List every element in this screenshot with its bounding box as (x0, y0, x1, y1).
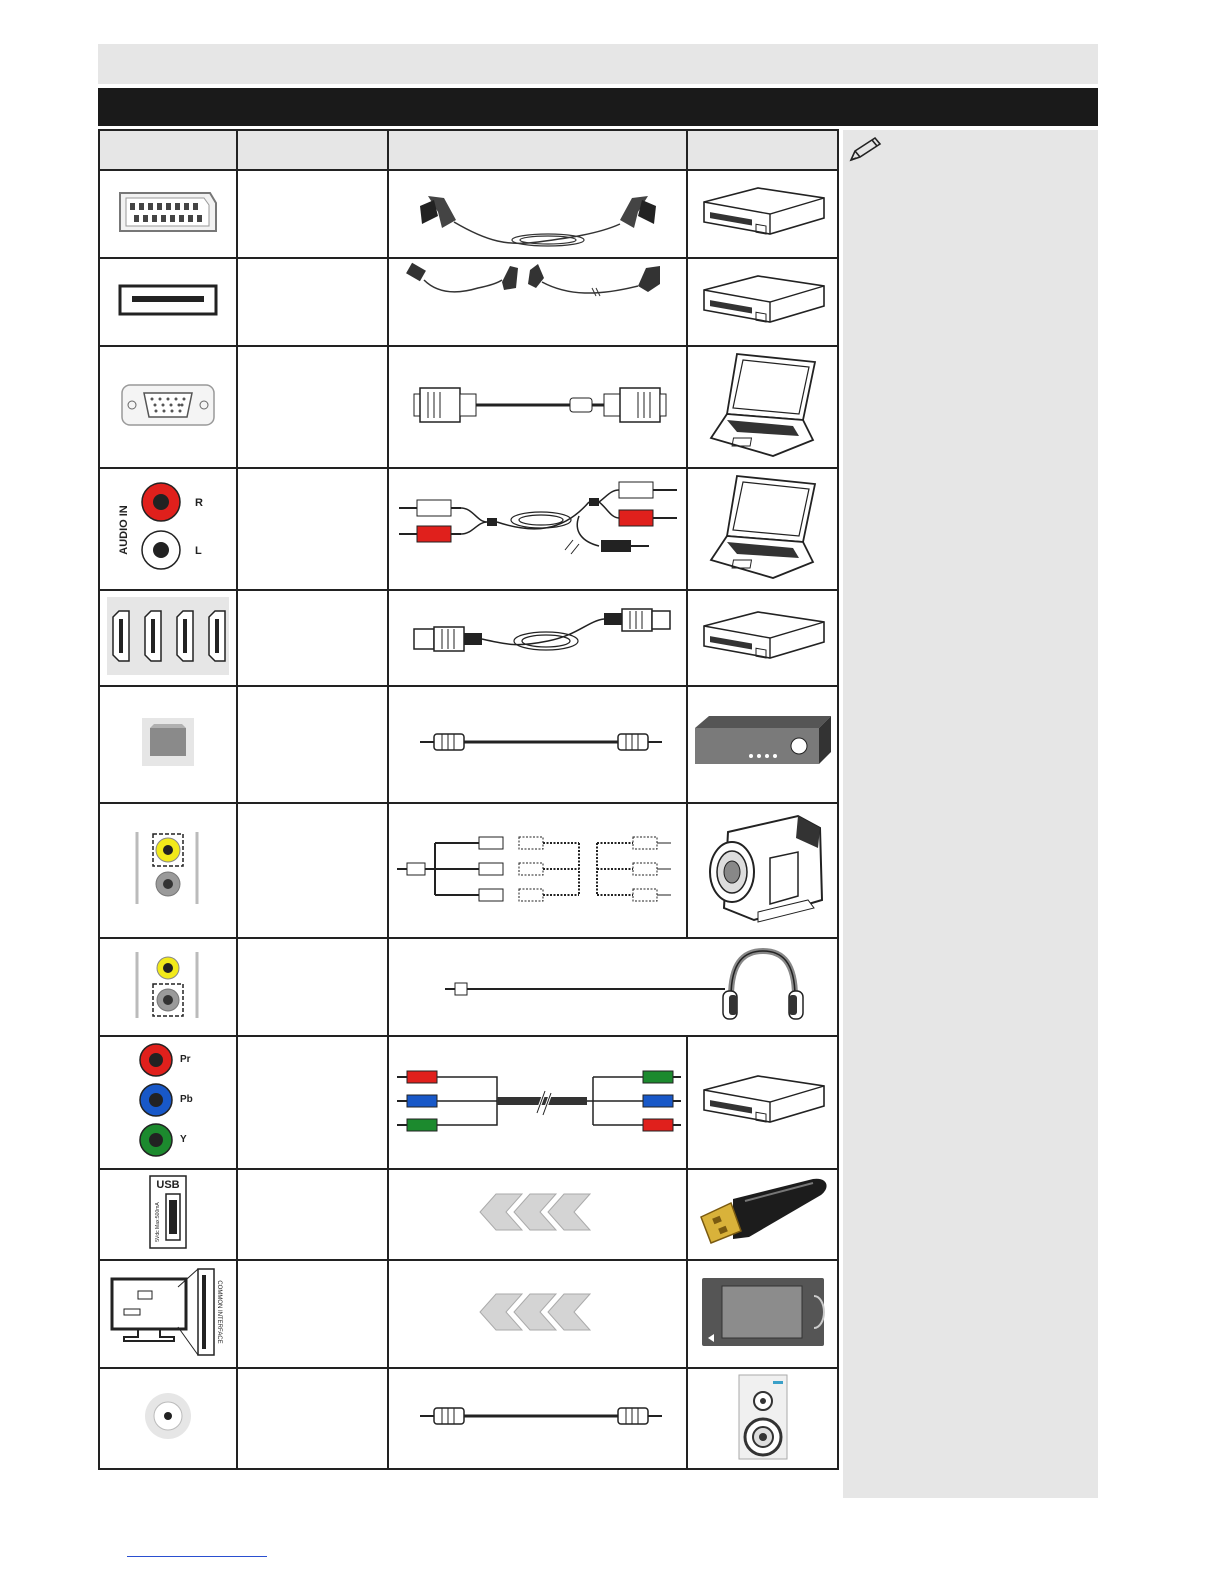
table-row (99, 468, 838, 590)
audio-in-cable-cell (388, 468, 687, 590)
table-header-row (99, 130, 838, 170)
table-row (99, 258, 838, 346)
hdmi-adapter-port-cell (99, 258, 237, 346)
table-row (99, 1169, 838, 1260)
usb-device-cell (687, 1169, 838, 1260)
subwoofer-device-cell (687, 1368, 838, 1469)
usb-stick-icon (695, 1177, 831, 1247)
laptop-icon (703, 350, 823, 460)
table-row (99, 938, 838, 1036)
usb-arrows-cell (388, 1169, 687, 1260)
subwoofer-icon (733, 1371, 793, 1461)
ci-arrows-cell (388, 1260, 687, 1368)
scart-cable-cell (388, 170, 687, 258)
side-av-port-icon (133, 828, 203, 908)
table-row (99, 1260, 838, 1368)
hdmi-cable-cell (388, 590, 687, 686)
connections-table (98, 129, 839, 1470)
spdif-port-cell (99, 686, 237, 803)
headphone-port-cell (99, 938, 237, 1036)
table-row (99, 803, 838, 938)
side-av-device-cell (687, 803, 838, 938)
usb-port-cell (99, 1169, 237, 1260)
note-pencil-icon (847, 134, 883, 164)
usb-port-icon (148, 1174, 188, 1250)
dvd-recorder-icon (698, 1070, 828, 1130)
spdif-device-cell (687, 686, 838, 803)
dvd-recorder-icon (698, 270, 828, 330)
ci-device-cell (687, 1260, 838, 1368)
amplifier-icon (693, 712, 833, 772)
ci-slot-icon (108, 1265, 228, 1359)
side-av-connector-label (237, 803, 388, 938)
column-header-type (237, 130, 388, 170)
side-av-port-cell (99, 803, 237, 938)
component-cable-icon (393, 1065, 683, 1135)
vga-device-cell (687, 346, 838, 468)
column-header-device (687, 130, 838, 170)
column-header-connector (99, 130, 237, 170)
headphone-cable-cell (388, 938, 838, 1036)
hdmi-adapter-connector-label (237, 258, 388, 346)
ci-port-cell (99, 1260, 237, 1368)
hdmi-ports-icon (107, 597, 229, 675)
spdif-cable-cell (388, 686, 687, 803)
audio-in-left-label: L (195, 544, 202, 557)
section-title-bar (98, 88, 1098, 126)
hdmi-to-scart-cable-icon (398, 260, 678, 340)
camcorder-icon (698, 808, 828, 928)
subwoofer-connector-label (237, 1368, 388, 1469)
scart-cable-icon (398, 172, 678, 252)
table-row (99, 1368, 838, 1469)
dvd-recorder-icon (698, 182, 828, 242)
usb-rating-label: 5Vdc Max:500mA (155, 1202, 161, 1242)
usb-label: USB (156, 1179, 180, 1191)
spdif-connector-label (237, 686, 388, 803)
headphone-port-icon (133, 948, 203, 1022)
coax-cable-icon (398, 1396, 678, 1436)
spdif-port-icon (140, 716, 196, 768)
laptop-icon (703, 472, 823, 582)
audio-in-port-cell (99, 468, 237, 590)
column-header-cables (388, 130, 687, 170)
dvd-recorder-icon (698, 606, 828, 666)
subwoofer-port-cell (99, 1368, 237, 1469)
header-band (98, 44, 1098, 84)
note-panel (843, 130, 1098, 1498)
hdmi-cable-icon (398, 601, 678, 671)
usb-connector-label (237, 1169, 388, 1260)
audio-in-right-label: R (195, 496, 203, 509)
av-cable-icon (393, 833, 683, 903)
scart-device-cell (687, 170, 838, 258)
coax-cable-icon (398, 722, 678, 762)
ci-label: COMMON INTERFACE (216, 1279, 222, 1344)
table-row (99, 686, 838, 803)
headphone-cable-icon (393, 945, 833, 1025)
hdmi-device-cell (687, 590, 838, 686)
ypbpr-pb-label: Pb (180, 1094, 193, 1105)
ypbpr-device-cell (687, 1036, 838, 1169)
ypbpr-port-icon (128, 1038, 208, 1162)
hdmi-connector-label (237, 590, 388, 686)
hdmi-port-cell (99, 590, 237, 686)
audio-in-title: AUDIO IN (118, 504, 130, 555)
vga-port-cell (99, 346, 237, 468)
vga-cable-cell (388, 346, 687, 468)
hdmi-adapter-device-cell (687, 258, 838, 346)
audio-in-connector-label (237, 468, 388, 590)
subwoofer-cable-cell (388, 1368, 687, 1469)
audio-rca-cable-icon (393, 472, 683, 582)
audio-in-port-icon (113, 472, 223, 582)
table-row (99, 170, 838, 258)
audio-in-device-cell (687, 468, 838, 590)
headphone-connector-label (237, 938, 388, 1036)
vga-port-icon (120, 381, 216, 429)
coax-port-icon (143, 1391, 193, 1441)
ci-connector-label (237, 1260, 388, 1368)
ypbpr-port-cell (99, 1036, 237, 1169)
cam-module-icon (700, 1276, 826, 1348)
scart-port-cell (99, 170, 237, 258)
side-av-cable-cell (388, 803, 687, 938)
hdmi-port-icon (116, 282, 220, 318)
table-row (99, 1036, 838, 1169)
vga-connector-label (237, 346, 388, 468)
insert-arrows-icon (478, 1292, 598, 1332)
vga-cable-icon (398, 370, 678, 440)
footer-rule (127, 1556, 267, 1557)
insert-arrows-icon (478, 1192, 598, 1232)
ypbpr-cable-cell (388, 1036, 687, 1169)
scart-socket-icon (116, 189, 220, 235)
hdmi-adapter-cable-cell (388, 258, 687, 346)
table-row (99, 346, 838, 468)
table-row (99, 590, 838, 686)
ypbpr-connector-label (237, 1036, 388, 1169)
ypbpr-y-label: Y (180, 1134, 187, 1145)
ypbpr-pr-label: Pr (180, 1054, 191, 1065)
scart-connector-label (237, 170, 388, 258)
